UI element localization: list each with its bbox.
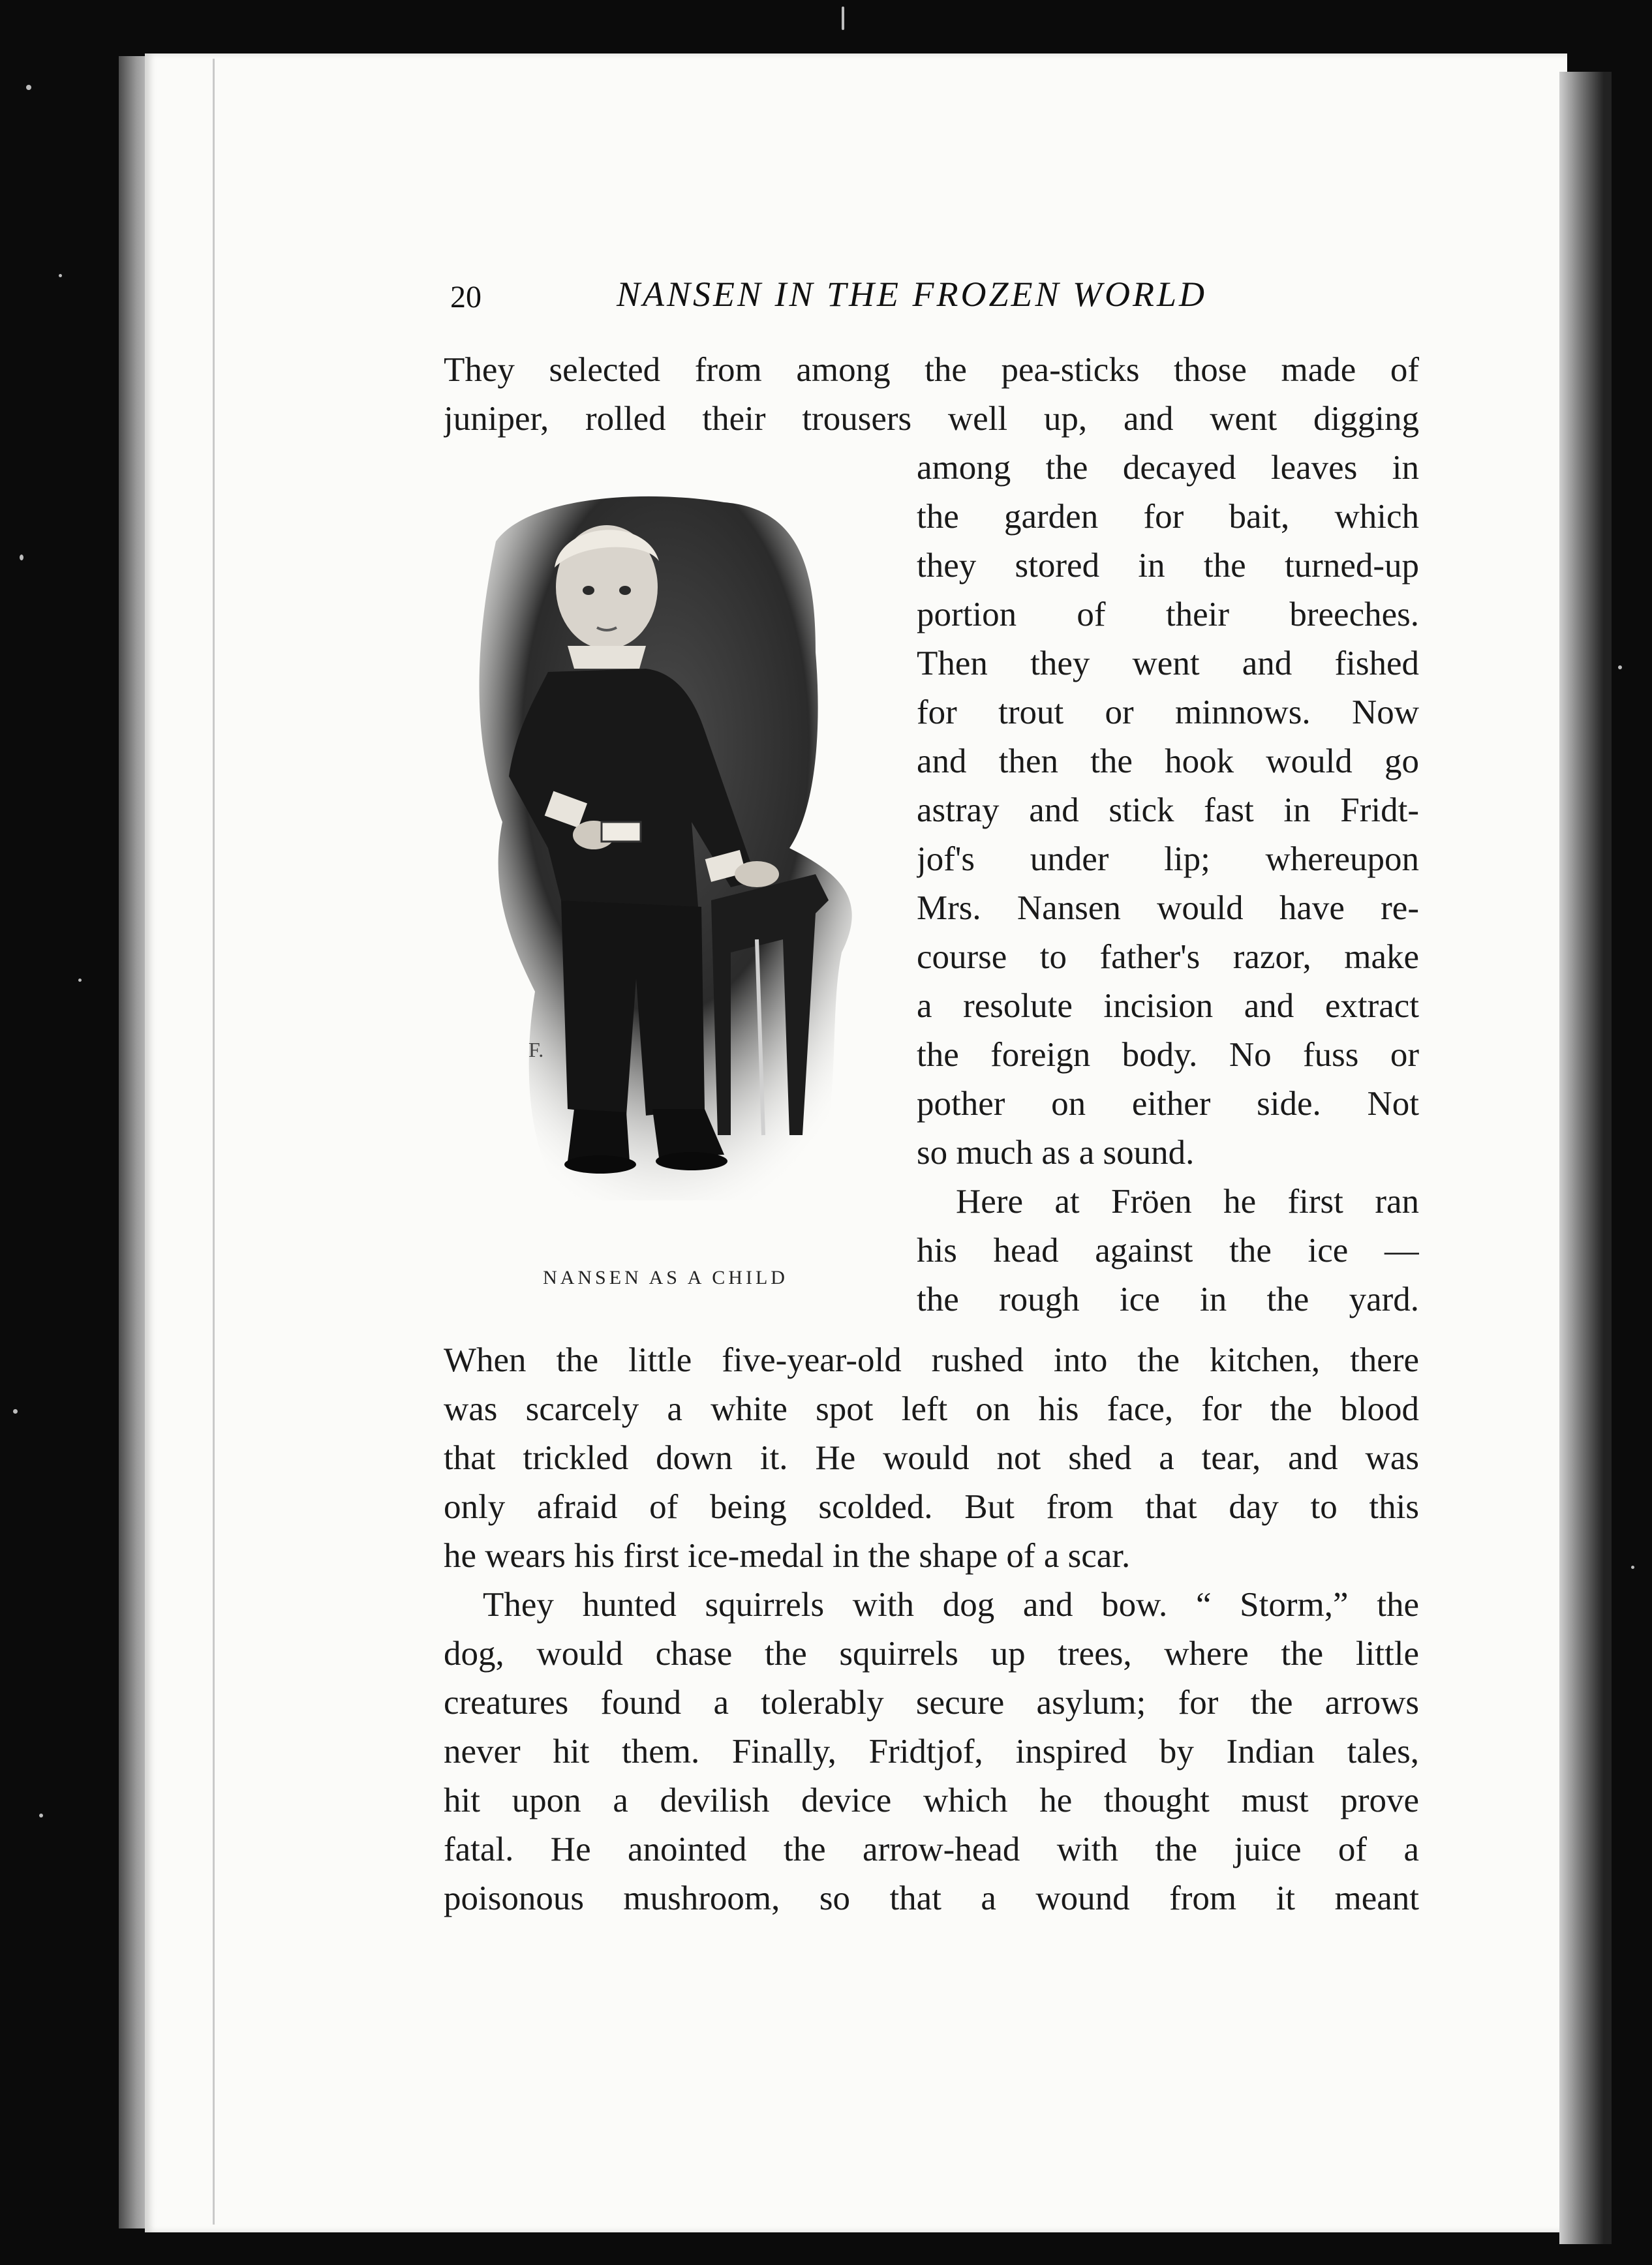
child-hand <box>735 861 779 887</box>
child-shoe <box>568 1109 630 1161</box>
text-line: a resolute incision and extract <box>917 987 1419 1025</box>
page-fold-line <box>213 59 215 2225</box>
text-line: Then they went and fished <box>917 645 1419 682</box>
child-collar <box>568 646 646 669</box>
text-line: and then the hook would go <box>917 742 1419 780</box>
text-line: the garden for bait, which <box>917 498 1419 536</box>
text-line: poisonous mushroom, so that a wound from it meant <box>444 1879 1419 1917</box>
text-line: course to father's razor, make <box>917 938 1419 976</box>
text-line: They hunted squirrels with dog and bow. “ Storm,” the <box>483 1586 1419 1624</box>
text-line: he wears his first ice-medal in the shape of a scar. <box>444 1537 1131 1575</box>
page-right-edge <box>1559 72 1612 2244</box>
text-line: for trout or minnows. Now <box>917 693 1419 731</box>
text-line: When the little five-year-old rushed into the kitchen, there <box>444 1341 1419 1379</box>
dust-speck <box>842 7 844 30</box>
text-line: fatal. He anointed the arrow-head with the juice of a <box>444 1831 1419 1868</box>
child-portrait-illustration <box>450 483 881 1279</box>
text-line: the foreign body. No fuss or <box>917 1036 1419 1074</box>
text-line: They selected from among the pea-sticks those made of <box>444 351 1419 389</box>
text-line: that trickled down it. He would not shed a tear, and was <box>444 1439 1419 1477</box>
text-line: dog, would chase the squirrels up trees, where the little <box>444 1635 1419 1673</box>
running-title: NANSEN IN THE FROZEN WORLD <box>617 275 1208 314</box>
dust-speck <box>26 85 31 90</box>
text-line: Mrs. Nansen would have re- <box>917 889 1419 927</box>
child-eye <box>583 586 594 595</box>
dust-speck <box>13 1409 18 1414</box>
belt-buckle <box>602 822 641 842</box>
text-line: never hit them. Finally, Fridtjof, inspired by Indian tales, <box>444 1733 1419 1771</box>
text-line: astray and stick fast in Fridt- <box>917 791 1419 829</box>
text-line: the rough ice in the yard. <box>917 1281 1419 1318</box>
text-line: juniper, rolled their trousers well up, and went digging <box>444 400 1419 438</box>
dust-speck <box>1618 665 1622 669</box>
child-shoe <box>564 1155 636 1174</box>
child-eye <box>619 586 631 595</box>
child-shoe <box>656 1152 727 1170</box>
text-line: hit upon a devilish device which he thought must prove <box>444 1782 1419 1819</box>
text-line: his head against the ice — <box>917 1232 1419 1269</box>
dust-speck <box>78 979 82 982</box>
text-line: jof's under lip; whereupon <box>917 840 1419 878</box>
text-line: pother on either side. Not <box>917 1085 1419 1123</box>
dust-speck <box>59 274 62 277</box>
dust-speck <box>1631 1566 1634 1569</box>
text-line: Here at Fröen he first ran <box>956 1183 1419 1221</box>
page-number: 20 <box>450 280 482 314</box>
text-line: portion of their breeches. <box>917 596 1419 633</box>
text-line: so much as a sound. <box>917 1134 1195 1172</box>
dust-speck <box>20 555 23 560</box>
engraver-initial: F. <box>528 1038 544 1061</box>
dust-speck <box>39 1814 43 1817</box>
text-line: among the decayed leaves in <box>917 449 1419 487</box>
figure-caption: NANSEN AS A CHILD <box>543 1267 788 1288</box>
text-line: only afraid of being scolded. But from that day to this <box>444 1488 1419 1526</box>
text-line: creatures found a tolerably secure asylum; for the arrows <box>444 1684 1419 1722</box>
text-line: they stored in the turned-up <box>917 547 1419 585</box>
text-line: was scarcely a white spot left on his face, for the blood <box>444 1390 1419 1428</box>
